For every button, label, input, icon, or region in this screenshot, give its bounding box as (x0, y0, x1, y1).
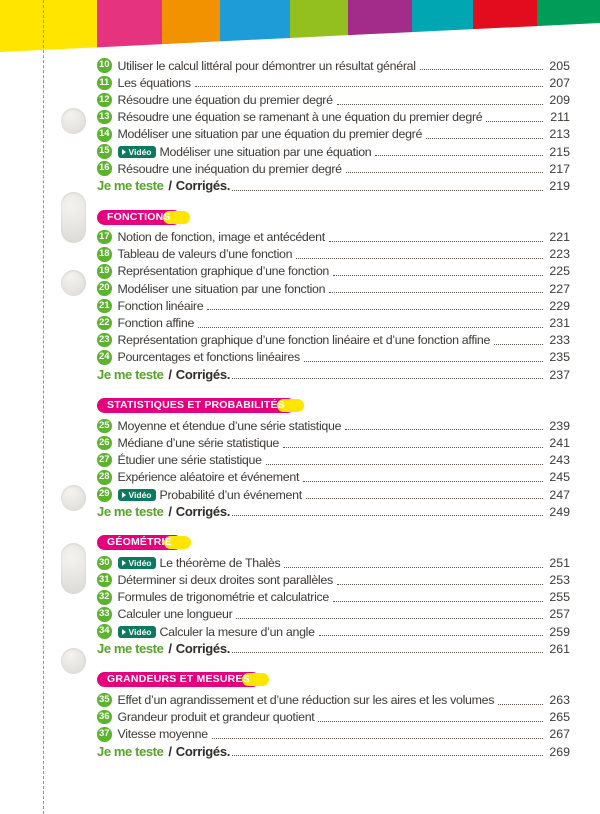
chapter-number-badge: 34 (97, 624, 112, 639)
toc-row (97, 143, 570, 160)
dotted-leader (284, 567, 543, 568)
page-number: 215 (549, 144, 570, 159)
toc-entry-label: Les équations (117, 75, 191, 90)
toc-entry-label: Pourcentages et fonctions linéaires (117, 350, 300, 365)
page-number: 269 (549, 744, 570, 759)
chapter-number-badge: 30 (97, 556, 112, 571)
chapter-number-badge: 25 (97, 419, 112, 434)
chapter-number-badge: 28 (97, 470, 112, 485)
toc-row (97, 91, 570, 108)
page-number: 207 (549, 75, 570, 90)
self-test-label: Je me teste (97, 178, 164, 194)
dotted-leader (426, 138, 543, 139)
toc-row (97, 349, 570, 366)
toc-row (97, 589, 570, 606)
section-badge: GRANDEURS ET MESURES (97, 672, 260, 687)
toc-entry-label: Notion de fonction, image et antécédent (117, 230, 325, 245)
page-number: 235 (549, 350, 570, 365)
page-number: 243 (549, 453, 570, 468)
chapter-number-badge: 31 (97, 573, 112, 588)
section-badge: FONCTIONS (97, 210, 181, 225)
toc-entry-label: Calculer la mesure d’un angle (159, 624, 315, 639)
page-number: 245 (549, 470, 570, 485)
toc-section (97, 57, 570, 195)
toc-entry-label: Médiane d’une série statistique (117, 435, 280, 450)
dotted-leader (318, 721, 543, 722)
page-number: 257 (549, 607, 570, 622)
dotted-leader (329, 292, 543, 293)
page-number: 249 (549, 504, 570, 519)
dotted-leader (337, 584, 543, 585)
page-number: 209 (549, 92, 570, 107)
page-number: 251 (549, 555, 570, 570)
toc-row (97, 74, 570, 91)
chapter-number-badge: 27 (97, 453, 112, 468)
play-icon (122, 560, 126, 566)
dotted-leader (306, 498, 543, 499)
page-number: 253 (549, 573, 570, 588)
answers-label: Corrigés. (175, 744, 231, 760)
video-badge (118, 146, 156, 158)
dotted-leader (333, 275, 543, 276)
dotted-leader (198, 327, 543, 328)
dotted-leader (207, 309, 543, 310)
chapter-number-badge: 22 (97, 316, 112, 331)
toc-entry-label: Tableau de valeurs d’une fonction (117, 247, 293, 262)
dotted-leader (283, 447, 543, 448)
page-number: 233 (549, 333, 570, 348)
page-number: 239 (549, 418, 570, 433)
toc-entry-label: Utiliser le calcul littéral pour démontrer un résultat général (117, 58, 416, 73)
page-number: 221 (549, 230, 570, 245)
toc-entry-label: Le théorème de Thalès (159, 555, 281, 570)
toc-entry-label: Étudier une série statistique (117, 453, 262, 468)
chapter-number-badge: 26 (97, 436, 112, 451)
play-icon (122, 629, 126, 635)
dotted-leader (498, 704, 543, 705)
chapter-number-badge: 17 (97, 230, 112, 245)
dotted-leader (232, 378, 543, 379)
section-badge: STATISTIQUES ET PROBABILITÉS (97, 398, 295, 413)
dotted-leader (494, 344, 543, 345)
page-number: 211 (550, 110, 570, 125)
dotted-leader (232, 755, 543, 756)
toc-entry-label: Expérience aléatoire et événement (117, 470, 300, 485)
toc-row (97, 160, 570, 177)
separator-slash: / (168, 641, 172, 657)
dotted-leader (232, 652, 543, 653)
page-number: 263 (549, 693, 570, 708)
separator-slash: / (168, 367, 172, 383)
page-number: 267 (549, 727, 570, 742)
self-test-row (97, 640, 570, 657)
toc-entry-label: Représentation graphique d’une fonction linéaire et d’une fonction affine (117, 333, 491, 348)
toc-row (97, 297, 570, 314)
page-number: 237 (549, 367, 570, 382)
punch-hole-circle (61, 485, 86, 511)
toc-section (97, 207, 570, 384)
chapter-number-badge: 36 (97, 710, 112, 725)
self-test-row (97, 366, 570, 383)
dotted-leader (304, 361, 543, 362)
toc-entry-label: Fonction linéaire (117, 298, 204, 313)
dotted-leader (345, 429, 543, 430)
page-number: 265 (549, 710, 570, 725)
answers-label: Corrigés. (175, 504, 231, 520)
video-badge (118, 557, 156, 569)
toc-row (97, 109, 570, 126)
toc-entry-label: Représentation graphique d’une fonction (117, 264, 329, 279)
toc-row (97, 606, 570, 623)
page-number: 217 (549, 161, 570, 176)
page-number: 219 (549, 178, 570, 193)
toc-row (97, 452, 570, 469)
page-number: 225 (549, 264, 570, 279)
dotted-leader (236, 618, 543, 619)
video-badge-label: Vidéo (128, 557, 152, 568)
chapter-number-badge: 29 (97, 487, 112, 502)
separator-slash: / (168, 178, 172, 194)
toc-entry-label: Modéliser une situation par une équation du premier degré (117, 127, 423, 142)
page-number: 227 (549, 281, 570, 296)
answers-label: Corrigés. (175, 178, 231, 194)
page-number: 213 (549, 127, 570, 142)
page-number: 255 (549, 590, 570, 605)
toc-row (97, 57, 570, 74)
toc-row (97, 280, 570, 297)
dotted-leader (329, 241, 543, 242)
page-number: 231 (549, 316, 570, 331)
punch-hole-circle (61, 270, 86, 296)
toc-row (97, 417, 570, 434)
self-test-row (97, 503, 570, 520)
separator-slash: / (168, 744, 172, 760)
toc-entry-label: Formules de trigonométrie et calculatrice (117, 590, 330, 605)
dotted-leader (319, 635, 543, 636)
chapter-number-badge: 21 (97, 299, 112, 314)
toc-row (97, 229, 570, 246)
toc-entry-label: Moyenne et étendue d’une série statistique (117, 418, 342, 433)
video-badge (118, 626, 156, 638)
dotted-leader (375, 155, 543, 156)
chapter-number-badge: 13 (97, 110, 112, 125)
chapter-number-badge: 19 (97, 264, 112, 279)
answers-label: Corrigés. (175, 641, 231, 657)
self-test-label: Je me teste (97, 641, 164, 657)
self-test-row (97, 743, 570, 760)
page-number: 229 (549, 298, 570, 313)
play-icon (122, 492, 126, 498)
video-badge-label: Vidéo (128, 626, 152, 637)
toc-row (97, 572, 570, 589)
dotted-leader (212, 738, 543, 739)
toc-entry-label: Déterminer si deux droites sont parallèles (117, 573, 333, 588)
chapter-number-badge: 14 (97, 127, 112, 142)
chapter-number-badge: 23 (97, 333, 112, 348)
toc-row (97, 434, 570, 451)
dotted-leader (266, 464, 543, 465)
chapter-number-badge: 11 (97, 76, 112, 91)
toc-entry-label: Résoudre une équation du premier degré (117, 92, 333, 107)
chapter-number-badge: 20 (97, 281, 112, 296)
chapter-number-badge: 15 (97, 144, 112, 159)
page-number: 261 (549, 641, 570, 656)
dotted-leader (486, 121, 543, 122)
toc-entry-label: Calculer une longueur (117, 607, 233, 622)
dotted-leader (333, 601, 543, 602)
toc-row (97, 126, 570, 143)
toc-row (97, 314, 570, 331)
chapter-number-badge: 16 (97, 161, 112, 176)
toc-section (97, 532, 570, 657)
chapter-number-badge: 37 (97, 727, 112, 742)
video-badge-label: Vidéo (128, 489, 152, 500)
page-number: 241 (549, 435, 570, 450)
toc-entry-label: Modéliser une situation par une fonction (117, 281, 326, 296)
dotted-leader (195, 86, 543, 87)
dotted-leader (346, 172, 543, 173)
toc-entry-label: Effet d’un agrandissement et d’une réduction sur les aires et les volumes (117, 693, 495, 708)
video-badge (118, 489, 156, 501)
table-of-contents (97, 57, 570, 772)
toc-row (97, 246, 570, 263)
punch-hole-pill (61, 543, 86, 594)
toc-entry-label: Modéliser une situation par une équation (159, 144, 372, 159)
chapter-number-badge: 10 (97, 58, 112, 73)
toc-entry-label: Résoudre une équation se ramenant à une équation du premier degré (117, 110, 483, 125)
chapter-number-badge: 18 (97, 247, 112, 262)
self-test-label: Je me teste (97, 504, 164, 520)
self-test-label: Je me teste (97, 367, 164, 383)
toc-row (97, 623, 570, 640)
chapter-number-badge: 32 (97, 590, 112, 605)
self-test-label: Je me teste (97, 744, 164, 760)
dotted-leader (232, 515, 543, 516)
section-badge: GÉOMÉTRIE (97, 535, 182, 550)
page-number: 247 (549, 487, 570, 502)
page-number: 205 (549, 58, 570, 73)
punch-hole-pill (61, 192, 86, 243)
dotted-leader (337, 104, 543, 105)
banner-slant-edge (0, 0, 600, 52)
toc-entry-label: Vitesse moyenne (117, 727, 208, 742)
dotted-leader (296, 258, 543, 259)
perforation-dashed-line (43, 0, 44, 814)
dotted-leader (420, 69, 543, 70)
toc-row (97, 726, 570, 743)
dotted-leader (303, 481, 543, 482)
video-badge-label: Vidéo (128, 146, 152, 157)
toc-row (97, 332, 570, 349)
chapter-number-badge: 33 (97, 607, 112, 622)
separator-slash: / (168, 504, 172, 520)
toc-row (97, 691, 570, 708)
chapter-number-badge: 35 (97, 693, 112, 708)
toc-row (97, 469, 570, 486)
toc-entry-label: Grandeur produit et grandeur quotient (117, 710, 315, 725)
toc-row (97, 709, 570, 726)
dotted-leader (232, 190, 543, 191)
page-number: 223 (549, 247, 570, 262)
answers-label: Corrigés. (175, 367, 231, 383)
toc-entry-label: Résoudre une inéquation du premier degré (117, 161, 342, 176)
toc-row (97, 554, 570, 571)
toc-row (97, 263, 570, 280)
page-number: 259 (549, 624, 570, 639)
self-test-row (97, 177, 570, 194)
chapter-number-badge: 24 (97, 350, 112, 365)
play-icon (122, 149, 126, 155)
toc-entry-label: Probabilité d’un événement (159, 487, 302, 502)
toc-section (97, 395, 570, 520)
punch-hole-circle (61, 108, 86, 134)
chapter-number-badge: 12 (97, 93, 112, 108)
toc-row (97, 486, 570, 503)
toc-entry-label: Fonction affine (117, 316, 195, 331)
toc-section (97, 669, 570, 760)
punch-hole-circle (61, 648, 86, 674)
